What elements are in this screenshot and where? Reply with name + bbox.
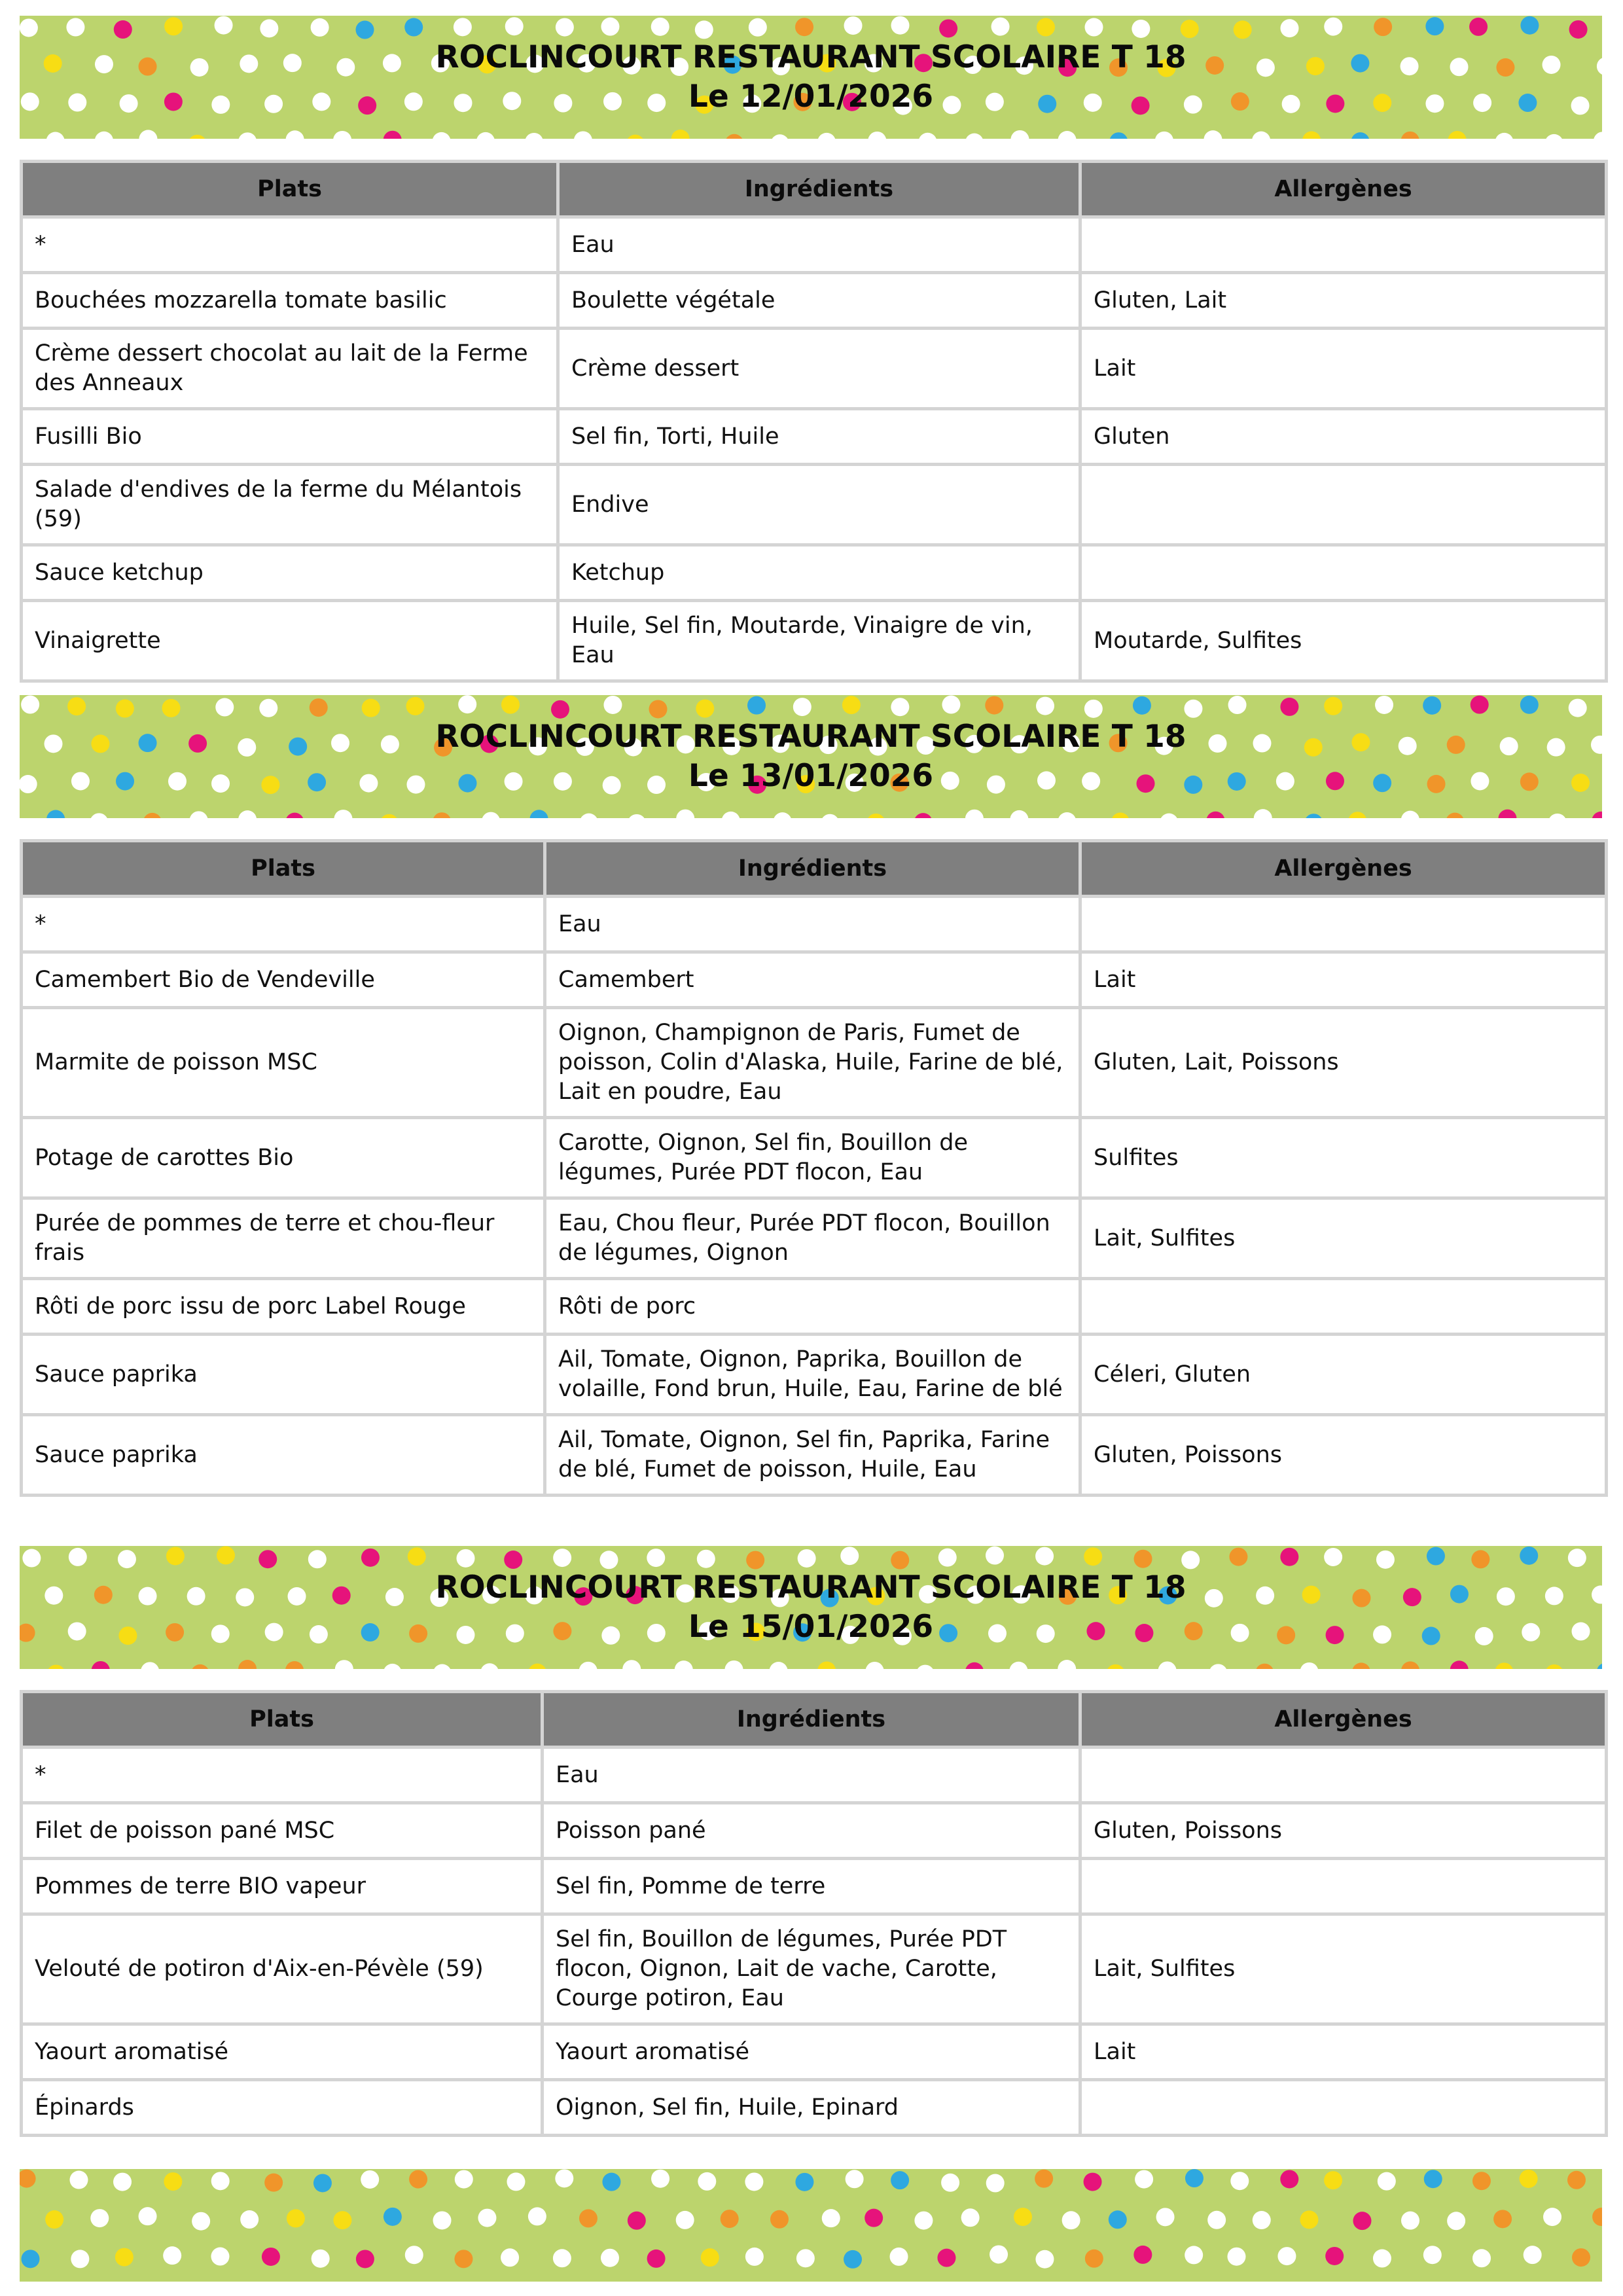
dish-cell: Potage de carottes Bio <box>22 1118 545 1198</box>
polka-dot <box>1085 2250 1103 2268</box>
polka-dot <box>745 2172 763 2191</box>
day-banner-2 <box>20 695 1602 818</box>
allergens-cell: Gluten, Lait, Poissons <box>1080 1008 1607 1118</box>
polka-dot <box>770 2210 789 2229</box>
polka-dot <box>1185 2246 1203 2264</box>
header-ingredients: Ingrédients <box>545 841 1080 897</box>
polka-dot <box>1324 2171 1342 2189</box>
polka-dot <box>45 2210 63 2229</box>
header-ingredients: Ingrédients <box>558 162 1080 217</box>
dish-cell: Marmite de poisson MSC <box>22 1008 545 1118</box>
polka-dot <box>1378 2172 1396 2191</box>
polka-dot <box>796 2249 815 2267</box>
table-row <box>22 1803 1607 1859</box>
polka-dot <box>1543 2208 1561 2226</box>
polka-dot <box>1493 2210 1512 2228</box>
polka-dot <box>356 2250 374 2268</box>
polka-dot <box>312 2250 330 2268</box>
header-plats: Plats <box>22 841 545 897</box>
polka-dot <box>71 2250 89 2268</box>
ingredients-cell: Sel fin, Bouillon de légumes, Purée PDT flocon, Oignon, Lait de vache, Carotte, Courge potiron, Eau <box>543 1914 1080 2024</box>
polka-dot <box>628 2212 646 2230</box>
polka-dot <box>455 2170 473 2189</box>
polka-dot <box>409 2170 427 2189</box>
header-plats: Plats <box>22 162 558 217</box>
table-row <box>22 329 1607 409</box>
polka-dot <box>20 2170 36 2188</box>
ingredients-cell: Sel fin, Torti, Huile <box>558 409 1080 465</box>
polka-dot <box>1084 2173 1102 2191</box>
polka-dot <box>69 2171 88 2189</box>
allergens-cell: Lait, Sulfites <box>1080 1914 1607 2024</box>
polka-dot <box>163 2246 181 2265</box>
allergens-cell: Lait <box>1080 2024 1607 2080</box>
polka-dot <box>113 2173 132 2191</box>
dish-cell: Pommes de terre BIO vapeur <box>22 1859 543 1914</box>
polka-dot <box>313 2174 332 2192</box>
allergens-cell: Lait <box>1080 952 1607 1008</box>
polka-dot <box>383 2208 402 2226</box>
allergens-cell <box>1080 217 1607 273</box>
allergens-cell <box>1080 897 1607 952</box>
polka-dot <box>139 2207 157 2225</box>
dish-cell: Yaourt aromatisé <box>22 2024 543 2080</box>
ingredients-cell: Sel fin, Pomme de terre <box>543 1859 1080 1914</box>
table-row <box>22 1118 1607 1198</box>
polka-dot <box>1373 2250 1391 2268</box>
allergens-cell: Gluten, Poissons <box>1080 1415 1607 1496</box>
table-row <box>22 1748 1607 1803</box>
polka-dot <box>262 2248 280 2266</box>
polka-dot <box>846 2170 864 2188</box>
polka-dot <box>1156 2208 1175 2226</box>
polka-dot <box>1472 2249 1491 2267</box>
ingredients-cell: Rôti de porc <box>545 1279 1080 1335</box>
table-row <box>22 217 1607 273</box>
polka-dot-pattern <box>20 2169 1602 2282</box>
ingredients-cell: Oignon, Sel fin, Huile, Epinard <box>543 2080 1080 2136</box>
header-plats: Plats <box>22 1692 543 1748</box>
header-ingredients: Ingrédients <box>543 1692 1080 1748</box>
polka-dot <box>1133 2246 1152 2264</box>
polka-dot <box>676 2211 694 2229</box>
header-allergenes: Allergènes <box>1080 162 1607 217</box>
polka-dot <box>1207 2211 1226 2229</box>
polka-dot <box>553 2249 571 2267</box>
ingredients-cell: Boulette végétale <box>558 273 1080 329</box>
ingredients-cell: Ketchup <box>558 545 1080 601</box>
polka-dot <box>986 2174 1005 2193</box>
allergens-cell: Sulfites <box>1080 1118 1607 1198</box>
polka-dot <box>1572 2248 1590 2267</box>
polka-dot <box>1520 2170 1538 2188</box>
polka-dot <box>1280 2170 1298 2188</box>
polka-dot <box>721 2210 739 2228</box>
polka-dot <box>941 2174 959 2192</box>
polka-dot <box>651 2170 669 2188</box>
polka-dot <box>361 2170 379 2189</box>
polka-dot <box>1472 2172 1491 2190</box>
polka-dot <box>990 2245 1008 2263</box>
ingredients-cell: Camembert <box>545 952 1080 1008</box>
allergens-cell: Lait <box>1080 329 1607 409</box>
table-row <box>22 2024 1607 2080</box>
allergens-cell: Gluten, Poissons <box>1080 1803 1607 1859</box>
table-row <box>22 1279 1607 1335</box>
polka-dot <box>1253 2211 1271 2229</box>
polka-dot <box>287 2209 305 2227</box>
day-banner-1 <box>20 16 1602 139</box>
table-row <box>22 952 1607 1008</box>
dish-cell: Vinaigrette <box>22 601 558 681</box>
allergens-cell: Gluten, Lait <box>1080 273 1607 329</box>
polka-dot <box>890 2248 908 2266</box>
dish-cell: Bouchées mozzarella tomate basilic <box>22 273 558 329</box>
allergens-cell: Lait, Sulfites <box>1080 1198 1607 1279</box>
polka-dot <box>115 2248 134 2267</box>
polka-dot <box>795 2173 813 2191</box>
polka-dot <box>555 2169 573 2187</box>
dish-cell: Salade d'endives de la ferme du Mélantois (59) <box>22 465 558 545</box>
polka-dot <box>507 2172 525 2191</box>
polka-dot <box>579 2209 597 2227</box>
polka-dot <box>891 2171 909 2189</box>
polka-dot <box>333 2211 351 2229</box>
polka-dot <box>1325 2247 1344 2265</box>
polka-dot <box>822 2209 840 2227</box>
polka-dot <box>211 2248 229 2266</box>
menu-table-1 <box>20 160 1608 683</box>
header-allergenes: Allergènes <box>1080 1692 1607 1748</box>
polka-dot <box>1277 2247 1296 2265</box>
dish-cell: Fusilli Bio <box>22 409 558 465</box>
polka-dot <box>90 2209 109 2227</box>
polka-dot <box>264 2174 283 2192</box>
menu-date: Le 15/01/2026 <box>688 1609 934 1645</box>
menu-date: Le 12/01/2026 <box>688 79 934 115</box>
polka-dot <box>501 2248 519 2267</box>
polka-dot <box>601 2249 619 2267</box>
dish-cell: Velouté de potiron d'Aix-en-Pévèle (59) <box>22 1914 543 2024</box>
polka-dot <box>1423 2246 1442 2264</box>
polka-dot <box>433 2211 452 2229</box>
dish-cell: * <box>22 1748 543 1803</box>
ingredients-cell: Oignon, Champignon de Paris, Fumet de poisson, Colin d'Alaska, Huile, Farine de blé, Lait en poudre, Eau <box>545 1008 1080 1118</box>
polka-dot <box>1401 2212 1419 2230</box>
polka-dot <box>1300 2210 1318 2229</box>
polka-dot <box>1567 2171 1586 2189</box>
table-row <box>22 1914 1607 2024</box>
table-row <box>22 1415 1607 1496</box>
dish-cell: Camembert Bio de Vendeville <box>22 952 545 1008</box>
polka-dot <box>647 2250 666 2268</box>
polka-dot <box>865 2209 883 2227</box>
ingredients-cell: Poisson pané <box>543 1803 1080 1859</box>
table-header-row <box>22 162 1607 217</box>
table-header-row <box>22 841 1607 897</box>
table-row <box>22 2080 1607 2136</box>
dish-cell: * <box>22 217 558 273</box>
allergens-cell <box>1080 545 1607 601</box>
polka-dot <box>844 2250 862 2269</box>
polka-dot <box>1062 2211 1080 2229</box>
table-row <box>22 1008 1607 1118</box>
polka-dot <box>1424 2170 1442 2188</box>
allergens-cell <box>1080 465 1607 545</box>
polka-dot <box>937 2249 955 2267</box>
menu-table-2 <box>20 839 1608 1497</box>
polka-dot <box>240 2210 259 2229</box>
polka-dot <box>1109 2210 1127 2229</box>
polka-dot <box>1524 2246 1542 2264</box>
polka-dot <box>1227 2248 1245 2266</box>
restaurant-title: ROCLINCOURT RESTAURANT SCOLAIRE T 18 <box>435 719 1186 755</box>
header-allergenes: Allergènes <box>1080 841 1607 897</box>
polka-dot <box>528 2207 546 2225</box>
table-row <box>22 1335 1607 1415</box>
polka-dot <box>1185 2169 1204 2187</box>
dish-cell: Sauce paprika <box>22 1335 545 1415</box>
menu-date: Le 13/01/2026 <box>688 758 934 794</box>
polka-dot <box>164 2172 182 2191</box>
polka-dot <box>1230 2172 1249 2190</box>
polka-dot <box>454 2250 473 2268</box>
polka-dot <box>1592 2208 1602 2226</box>
polka-dot <box>1014 2208 1032 2226</box>
table-row <box>22 1198 1607 1279</box>
dish-cell: Rôti de porc issu de porc Label Rouge <box>22 1279 545 1335</box>
dish-cell: Épinards <box>22 2080 543 2136</box>
ingredients-cell: Carotte, Oignon, Sel fin, Bouillon de légumes, Purée PDT flocon, Eau <box>545 1118 1080 1198</box>
table-row <box>22 545 1607 601</box>
polka-dot <box>745 2248 764 2266</box>
menu-table-3 <box>20 1690 1608 2137</box>
allergens-cell <box>1080 1748 1607 1803</box>
restaurant-title: ROCLINCOURT RESTAURANT SCOLAIRE T 18 <box>435 1570 1186 1605</box>
polka-dot <box>961 2208 980 2227</box>
dish-cell: Sauce ketchup <box>22 545 558 601</box>
ingredients-cell: Huile, Sel fin, Moutarde, Vinaigre de vin, Eau <box>558 601 1080 681</box>
polka-dot <box>478 2209 496 2227</box>
ingredients-cell: Eau, Chou fleur, Purée PDT flocon, Bouillon de légumes, Oignon <box>545 1198 1080 1279</box>
allergens-cell <box>1080 2080 1607 2136</box>
allergens-cell: Céleri, Gluten <box>1080 1335 1607 1415</box>
table-row <box>22 601 1607 681</box>
polka-dot <box>21 2250 39 2268</box>
ingredients-cell: Ail, Tomate, Oignon, Sel fin, Paprika, Farine de blé, Fumet de poisson, Huile, Eau <box>545 1415 1080 1496</box>
day-banner-3 <box>20 1546 1602 1669</box>
polka-dot <box>211 2172 230 2190</box>
polka-dot <box>914 2212 933 2230</box>
table-row <box>22 1859 1607 1914</box>
dish-cell: Crème dessert chocolat au lait de la Ferme des Anneaux <box>22 329 558 409</box>
table-row <box>22 465 1607 545</box>
polka-dot <box>1035 2170 1053 2188</box>
polka-dot <box>192 2212 210 2231</box>
polka-dot <box>701 2248 719 2267</box>
polka-dot <box>1353 2212 1371 2230</box>
dish-cell: * <box>22 897 545 952</box>
dish-cell: Sauce paprika <box>22 1415 545 1496</box>
table-row <box>22 273 1607 329</box>
ingredients-cell: Crème dessert <box>558 329 1080 409</box>
allergens-cell: Gluten <box>1080 409 1607 465</box>
table-row <box>22 409 1607 465</box>
ingredients-cell: Ail, Tomate, Oignon, Paprika, Bouillon de volaille, Fond brun, Huile, Eau, Farine de blé <box>545 1335 1080 1415</box>
ingredients-cell: Eau <box>543 1748 1080 1803</box>
ingredients-cell: Eau <box>545 897 1080 952</box>
table-row <box>22 897 1607 952</box>
restaurant-title: ROCLINCOURT RESTAURANT SCOLAIRE T 18 <box>435 39 1186 75</box>
footer-banner <box>20 2169 1602 2282</box>
polka-dot <box>1135 2170 1153 2189</box>
ingredients-cell: Yaourt aromatisé <box>543 2024 1080 2080</box>
dish-cell: Purée de pommes de terre et chou-fleur frais <box>22 1198 545 1279</box>
table-header-row <box>22 1692 1607 1748</box>
polka-dot <box>698 2172 716 2191</box>
polka-dot <box>1035 2250 1054 2269</box>
polka-dot <box>602 2173 620 2191</box>
polka-dot <box>1447 2212 1465 2230</box>
ingredients-cell: Endive <box>558 465 1080 545</box>
allergens-cell <box>1080 1859 1607 1914</box>
allergens-cell: Moutarde, Sulfites <box>1080 601 1607 681</box>
dish-cell: Filet de poisson pané MSC <box>22 1803 543 1859</box>
allergens-cell <box>1080 1279 1607 1335</box>
ingredients-cell: Eau <box>558 217 1080 273</box>
polka-dot <box>405 2246 423 2264</box>
